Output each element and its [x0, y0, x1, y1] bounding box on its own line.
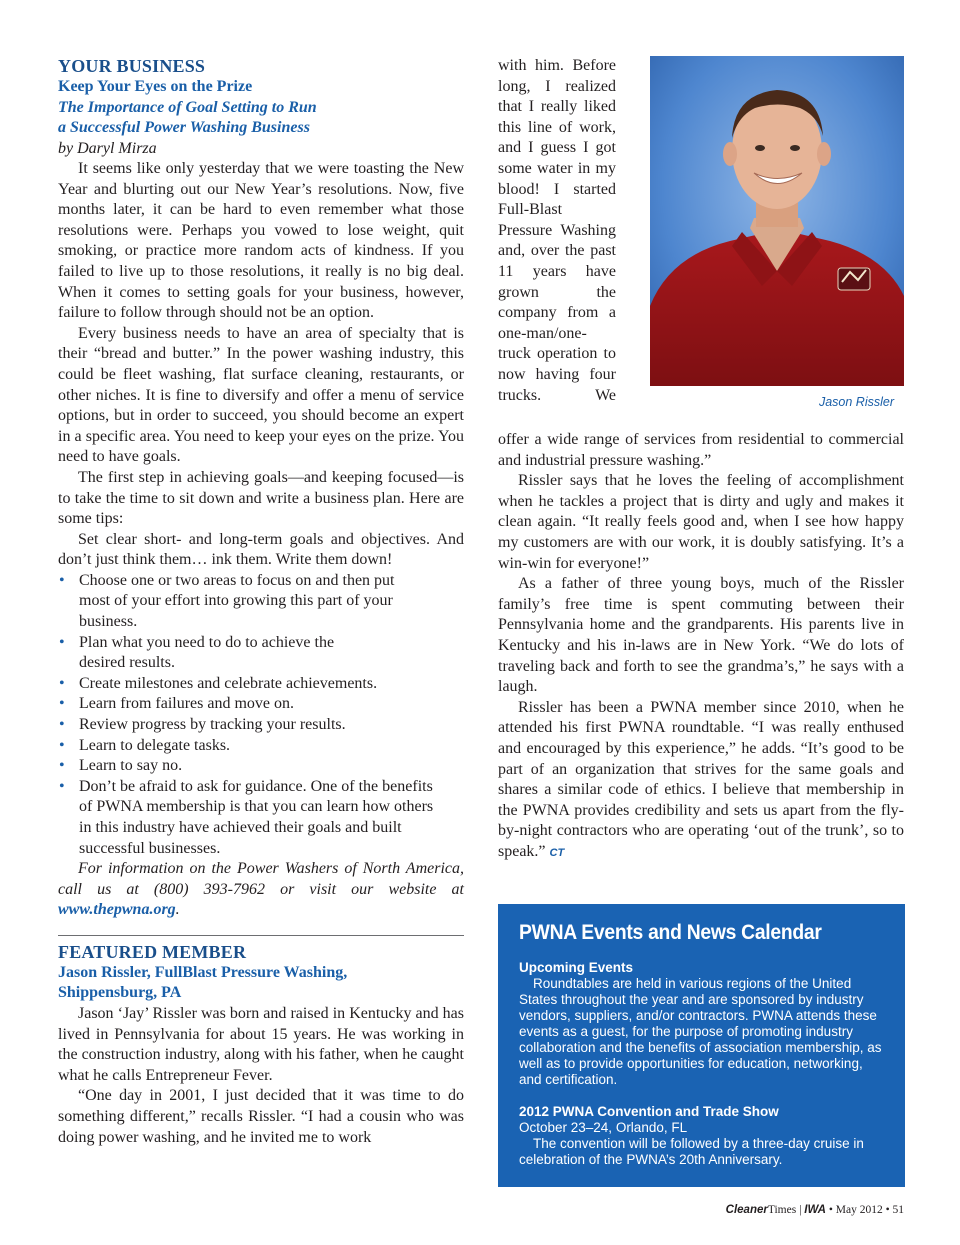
- member-name-line1: Jason Rissler, FullBlast Pressure Washing,: [58, 963, 348, 981]
- member-paragraph: As a father of three young boys, much of the Rissler family’s free time is spent commuting between their Pennsylvania home and the grandparents. His parents live in Kentucky and his in-laws are in New York. “We do lots of traveling back and forth to see the grandma’s,” he says with a laugh.: [498, 575, 904, 696]
- footer-sep: |: [796, 1204, 805, 1216]
- footer-iwa: IWA: [804, 1204, 826, 1216]
- member-paragraph: “One day in 2001, I just decided that it was time to do something different,” recalls Rissler. “I had a cousin who was doing power washing, and he invited me to work: [58, 1087, 464, 1146]
- article-paragraph: Every business needs to have an area of specialty that is their “bread and butter.” In the power washing industry, this could be fleet washing, flat surface cleaning, restaurants, or other niches. It is fine to diversify and offer a menu of service options, but in order to succeed, you should become an expert in a specific area. You need to keep your eyes on the prize. You need to have goals.: [58, 324, 464, 466]
- member-paragraph: Rissler says that he loves the feeling of accomplishment when he tackles a project that is dirty and ugly and makes it clean again. “It really feels good and, when I see how happy my customers are with our work, it is doubly satisfying. It’s a win-win for everyone!”: [498, 472, 904, 572]
- footer-brand: Cleaner: [725, 1204, 768, 1216]
- info-paragraph: [58, 859, 464, 921]
- info-text: For information on the Power Washers of North America, call us at (800) 393-7962 or visit our website at: [58, 860, 464, 898]
- tip-item: • Plan what you need to do to achieve the desired results.: [58, 633, 464, 674]
- member-photo: [650, 56, 904, 386]
- member-closing-text: Rissler has been a PWNA member since 2010, when he attended his first PWNA roundtable. “I was really enthused and encouraged by this experience,” he adds. “It’s good to be part of an organization that strives for the same goals and shares a similar code of ethics. I believe that membership in the PWNA provides credibility and sets us apart from the fly-by-night contractors who are operating ‘out of the trunk’, so to speak.”: [498, 698, 904, 860]
- member-name-line2: Shippensburg, PA: [58, 984, 182, 1002]
- article-paragraph: The first step in achieving goals—and keeping focused—is to take the time to sit down and write a business plan. Here are some tips:: [58, 468, 464, 528]
- footer-brand-2: Times: [767, 1204, 797, 1216]
- tip-item: • Don’t be afraid to ask for guidance. One of the benefits of PWNA membership is that you can learn how others in this industry have achieved their goals and built successful businesses.: [58, 777, 464, 859]
- end-mark: CT: [549, 846, 565, 859]
- member-paragraph-wrapped: with him. Before long, I realized that I really liked this line of work, and I guess I got some water in my blood! I started Full-Blast Pressure Washing and, over the past 11 years have grown the company from a one-man/one-truck operation to now having four trucks. We: [498, 57, 616, 404]
- byline: by Daryl Mirza: [58, 139, 157, 157]
- upcoming-events-heading: Upcoming Events: [519, 960, 634, 975]
- section-divider: [58, 935, 464, 936]
- events-calendar-box: [498, 904, 905, 1187]
- info-end: .: [175, 901, 180, 919]
- article-subtitle-line2: a Successful Power Washing Business: [58, 119, 310, 136]
- website-link[interactable]: www.thepwna.org: [58, 901, 176, 919]
- left-column: [58, 56, 464, 1148]
- calendar-title: PWNA Events and News Calendar: [519, 921, 822, 944]
- tip-item: • Learn to say no.: [58, 756, 464, 777]
- footer-issue: • May 2012 • 51: [825, 1204, 904, 1216]
- wrap-text-column: [498, 56, 616, 406]
- photo-caption: Jason Rissler: [818, 395, 894, 409]
- member-paragraph: [498, 698, 904, 864]
- tip-item: • Choose one or two areas to focus on and then put most of your effort into growing this part of your business.: [58, 571, 464, 633]
- section-heading-your-business: YOUR BUSINESS: [58, 56, 206, 76]
- section-heading-featured-member: FEATURED MEMBER: [58, 941, 247, 962]
- portrait-image: [650, 56, 904, 386]
- convention-date: October 23–24, Orlando, FL: [519, 1120, 688, 1135]
- right-column-flow: [498, 430, 904, 863]
- article-paragraph: Set clear short- and long-term goals and objectives. And don’t just think them… ink them. Write them down!: [58, 530, 464, 569]
- article-subtitle-line1: The Importance of Goal Setting to Run: [58, 98, 317, 116]
- convention-text: The convention will be followed by a three-day cruise in celebration of the PWNA’s 20th Anniversary.: [519, 1136, 864, 1167]
- tip-item: • Learn to delegate tasks.: [58, 736, 464, 757]
- article-paragraph: It seems like only yesterday that we were toasting the New Year and blurting out our New Year’s resolutions. Now, five months later, it can be hard to even remember what those resolutions were. Perhaps you vowed to lose weight, quit smoking, or practice more random acts of kindness. If you failed to live up to those resolutions, it really is no big deal. When it comes to setting goals for your business, however, failure to follow through should not be an option.: [58, 160, 464, 322]
- tip-item: • Create milestones and celebrate achievements.: [58, 674, 464, 695]
- page-footer: [650, 1204, 904, 1216]
- article-title: Keep Your Eyes on the Prize: [58, 78, 253, 95]
- member-paragraph: Jason ‘Jay’ Rissler was born and raised in Kentucky and has lived in Pennsylvania for about 15 years. He was working in the construction industry, along with his father, when he caught what he calls Entrepreneur Fever.: [58, 1004, 464, 1084]
- tips-list: [58, 571, 464, 859]
- member-paragraph: offer a wide range of services from residential to commercial and industrial pressure washing.”: [498, 431, 904, 469]
- tip-item: • Learn from failures and move on.: [58, 694, 464, 715]
- convention-heading: 2012 PWNA Convention and Trade Show: [519, 1104, 779, 1119]
- upcoming-events-text: Roundtables are held in various regions of the United States throughout the year and are sponsored by industry vendors, suppliers, and/or contractors. PWNA attends these events as a guest, for the purpose of promoting industry collaboration and the benefits of association membership, as well as to provide opportunities for education, networking, and certification.: [519, 976, 882, 1087]
- tip-item: • Review progress by tracking your results.: [58, 715, 464, 736]
